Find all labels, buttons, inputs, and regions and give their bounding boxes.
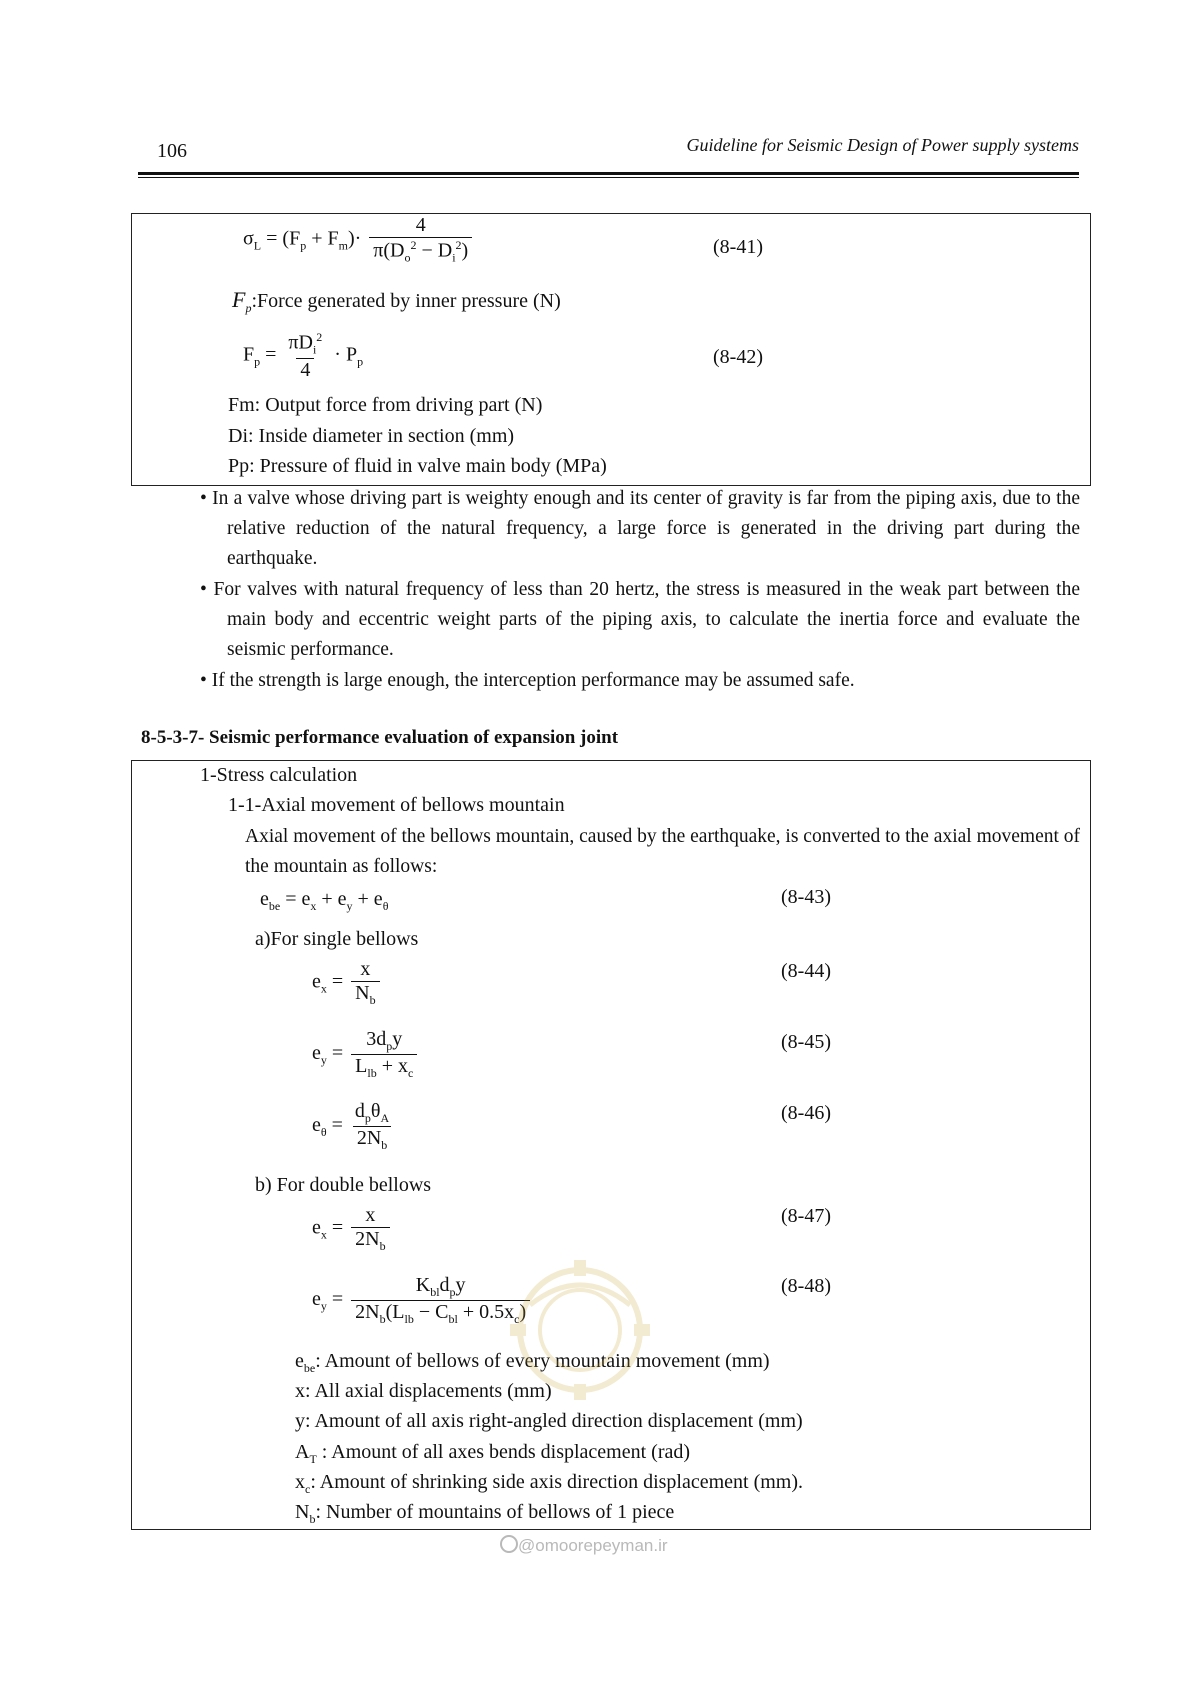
equation-8-47: $e_x$ = $\frac{x}{2N_b}$	[312, 1204, 393, 1254]
running-header-title: Guideline for Seismic Design of Power supply systems	[686, 135, 1079, 155]
globe-icon	[500, 1535, 518, 1553]
definition-nb: $N_b$: Number of mountains of bellows of 1 piece	[295, 1501, 675, 1526]
page-number: 106	[157, 140, 187, 162]
item-axial-movement: 1-1-Axial movement of bellows mountain	[228, 794, 565, 816]
definition-ebe-text: : Amount of bellows of every mountain movement (mm)	[315, 1350, 770, 1372]
watermark-site-text: @omoorepeyman.ir	[518, 1536, 668, 1555]
definition-xc: $x_c$: Amount of shrinking side axis direction displacement (mm).	[295, 1471, 804, 1496]
item-stress-calculation: 1-Stress calculation	[200, 764, 358, 786]
equation-8-41: $\sigma_L = (F_p + F_m)\cdot$ $\frac{4}{\pi(D_o^2 - D_i^2)}$	[243, 214, 475, 266]
bullet-item	[200, 666, 1080, 696]
definition-nb-text: : Number of mountains of bellows of 1 piece	[315, 1501, 675, 1523]
equation-number-8-47: (8-47)	[781, 1205, 831, 1227]
definition-xc-text: : Amount of shrinking side axis direction displacement (mm).	[310, 1471, 804, 1493]
fp-symbol-sub: p	[245, 301, 252, 315]
definition-theta-text: : Amount of all axes bends displacement (rad)	[316, 1441, 691, 1463]
equation-number-8-44: (8-44)	[781, 960, 831, 982]
equation-8-45: $e_y$ = $\frac{3d_py}{L_{lb} + x_c}$	[312, 1028, 420, 1081]
equation-8-46: $e_\theta$ = $\frac{d_p\theta_A}{2N_b}$	[312, 1100, 396, 1153]
equation-number-8-41: (8-41)	[713, 236, 763, 258]
bullet-dot-icon: •	[200, 670, 212, 691]
fp-definition	[232, 287, 561, 316]
bullet-list	[200, 484, 1080, 696]
bullet-dot-icon: •	[200, 579, 214, 600]
equation-number-8-45: (8-45)	[781, 1031, 831, 1053]
header-rule-thin	[138, 177, 1079, 178]
bullet-item	[200, 484, 1080, 574]
equation-number-8-43: (8-43)	[781, 886, 831, 908]
equation-8-43: $e_{be} = e_x + e_y + e_\theta$	[260, 888, 389, 913]
double-bellows-label: b) For double bellows	[255, 1174, 432, 1196]
definition-y: y: Amount of all axis right-angled direction displacement (mm)	[295, 1410, 803, 1432]
definition-ebe: $e_{be}$: Amount of bellows of every mountain movement (mm)	[295, 1350, 770, 1375]
bullet-dot-icon: •	[200, 488, 213, 509]
equation-8-48: $e_y$ = $\frac{K_{bl}d_py}{2N_b(L_{lb} - C_{bl} + 0.5x_c)}$	[312, 1274, 533, 1327]
single-bellows-label: a)For single bellows	[255, 928, 419, 950]
definition-x: x: All axial displacements (mm)	[295, 1380, 552, 1402]
equation-8-44: $e_x$ = $\frac{x}{N_b}$	[312, 958, 383, 1008]
intro-paragraph: Axial movement of the bellows mountain, caused by the earthquake, is converted to the axial movement of the mountain as follows:	[245, 826, 1081, 877]
watermark-site	[500, 1535, 668, 1556]
equation-number-8-46: (8-46)	[781, 1102, 831, 1124]
bullet-text: If the strength is large enough, the interception performance may be assumed safe.	[211, 670, 855, 691]
fp-symbol: F	[232, 287, 246, 312]
equation-number-8-48: (8-48)	[781, 1275, 831, 1297]
bullet-item	[200, 575, 1080, 665]
bullet-text: In a valve whose driving part is weighty enough and its center of gravity is far from the piping axis, due to the relative reduction of the natural frequency, a large force is generated in the driving part during the earthquake.	[212, 488, 1080, 569]
equation-8-42: $F_p$ = $\frac{\pi D_i^2}{4}$ · $P_p$	[243, 330, 364, 381]
bullet-text: For valves with natural frequency of less than 20 hertz, the stress is measured in the weak part between the main body and eccentric weight parts of the piping axis, to calculate the inertia force and evaluate the seismic performance.	[213, 579, 1080, 660]
watermark-emblem-icon	[460, 1245, 700, 1415]
fm-definition: Fm: Output force from driving part (N)	[228, 394, 543, 416]
di-definition: Di: Inside diameter in section (mm)	[228, 425, 515, 447]
pp-definition: Pp: Pressure of fluid in valve main body (MPa)	[228, 455, 607, 477]
equation-number-8-42: (8-42)	[713, 346, 763, 368]
fp-definition-text: :Force generated by inner pressure (N)	[251, 290, 561, 312]
definition-theta: $A_T$ : Amount of all axes bends displacement (rad)	[295, 1441, 691, 1466]
section-heading: 8-5-3-7- Seismic performance evaluation of expansion joint	[141, 727, 619, 748]
header-rule-thick	[138, 172, 1079, 175]
